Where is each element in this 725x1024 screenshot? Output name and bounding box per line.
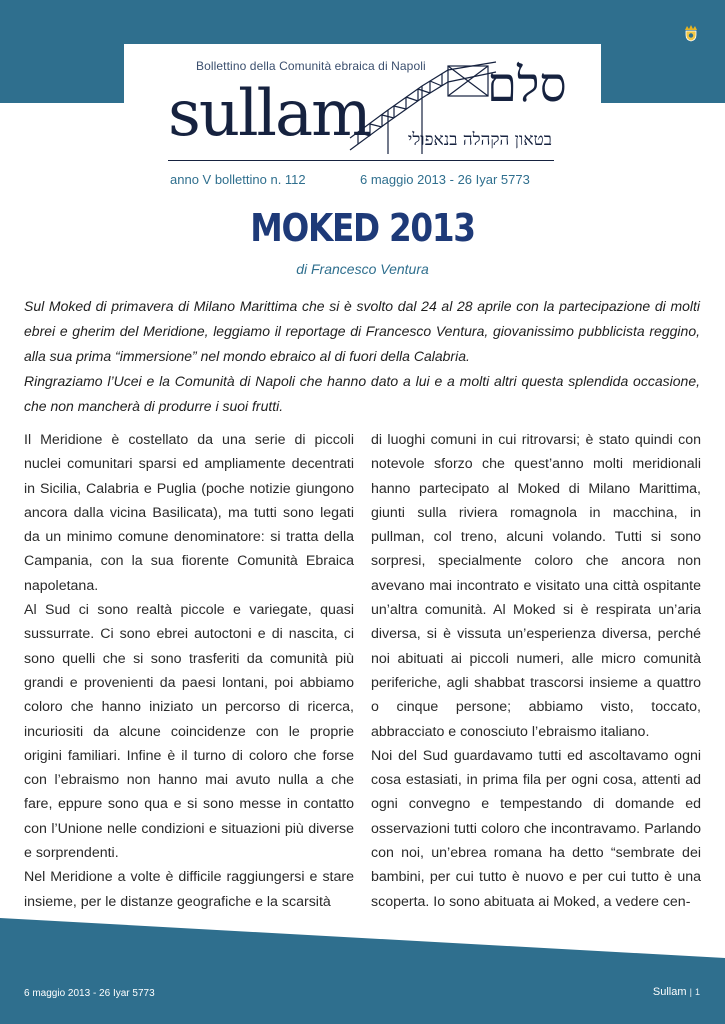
intro-paragraph: Ringraziamo l’Ucei e la Comunità di Napoli che hanno dato a lui e a molti altri questa splendida occasione, che non mancherà di produrre i suoi frutti. (24, 373, 700, 414)
footer-page-label (653, 986, 700, 998)
hebrew-title: סלם (487, 57, 567, 113)
body-paragraph: Al Sud ci sono realtà piccole e variegate, quasi sussurrate. Ci sono ebrei autoctoni e di nascita, ci sono quelli che si sono trasferiti da comunità più grandi e provenienti da paesi lontani, poi abbiamo coloro che hanno iniziato un percorso di ricerca, incuriositi da alcune coincidenze con le proprie origini familiari. Infine è il turno di coloro che forse con l’ebraismo non hanno mai avuto nulla a che fare, eppure sono qua e si sono messe in contatto con l’Unione nelle condizioni e situazioni più diverse e sorprendenti. (24, 602, 354, 862)
body-paragraph: di luoghi comuni in cui ritrovarsi; è stato quindi con notevole sforzo che quest’anno molti meridionali hanno partecipato al Moked di Milano Marittima, giunti sulla riviera romagnola in macchina, in pullman, col treno, alcuni volando. Tutti si sono sorpresi, specialmente coloro che ancora non avevano mai incontrato e visitato una città ospitante un’altra comunità. Al Moked si è respirata un’aria diversa, si è vissuta un’esperienza diversa, perché noi abituati ai piccoli numeri, alle micro comunità periferiche, agli shabbat trascorsi insieme a quattro o cinque persone; abbiamo visto, toccato, abbracciato e conosciuto l’ebraismo italiano. (371, 432, 701, 740)
issue-number: anno V bollettino n. 112 (170, 172, 306, 187)
footer-separator: | (689, 987, 692, 997)
footer-page-number: 1 (694, 987, 700, 997)
hebrew-subtitle: בטאון הקהלה בנאפולי (407, 130, 552, 150)
footer-band (0, 912, 725, 1024)
body-paragraph: Il Meridione è costellato da una serie di piccoli nuclei comunitari sparsi ed ampliamente decentrati in Sicilia, Calabria e Puglia (poche notizie giungono ancora dalla vicina Basilicata), ma tutti sono legati da un minimo comune denominatore: si tratta della Campania, con la sua fiorente Comunità Ebraica napoletana. (24, 432, 354, 594)
masthead-logo-text: sullam (168, 77, 370, 151)
community-crest-icon (682, 24, 700, 42)
article-byline: di Francesco Ventura (296, 261, 429, 277)
bulletin-title: Bollettino della Comunità ebraica di Napoli (196, 59, 426, 73)
footer-date: 6 maggio 2013 - 26 Iyar 5773 (24, 988, 155, 999)
article-intro (24, 294, 700, 419)
masthead-divider (168, 160, 554, 161)
footer-publication: Sullam (652, 986, 687, 998)
body-paragraph: Nel Meridione a volte è difficile raggiungersi e stare insieme, per le distanze geografiche e la scarsità (24, 869, 354, 910)
article-title: MOKED 2013 (250, 206, 475, 250)
article-column-left (24, 428, 354, 914)
intro-paragraph: Sul Moked di primavera di Milano Marittima che si è svolto dal 24 al 28 aprile con la partecipazione di molti ebrei e gherim del Meridione, leggiamo il reportage di Francesco Ventura, giovanissimo pubblicista reggino, alla sua prima “immersione” nel mondo ebraico al di fuori della Calabria. (24, 298, 700, 364)
issue-date: 6 maggio 2013 - 26 Iyar 5773 (360, 172, 530, 187)
article-column-right (371, 428, 701, 914)
body-paragraph: Noi del Sud guardavamo tutti ed ascoltavamo ogni cosa estasiati, in prima fila per ogni cosa, attenti ad ogni convegno e tempestando di domande ed osservazioni tutti coloro che incontravamo. Parlando con noi, un’ebrea romana ha detto “sembrate dei bambini, per cui tutto è nuovo e per cui tutto è una scoperta. Io sono abituata ai Moked, a vedere cen- (371, 747, 701, 910)
